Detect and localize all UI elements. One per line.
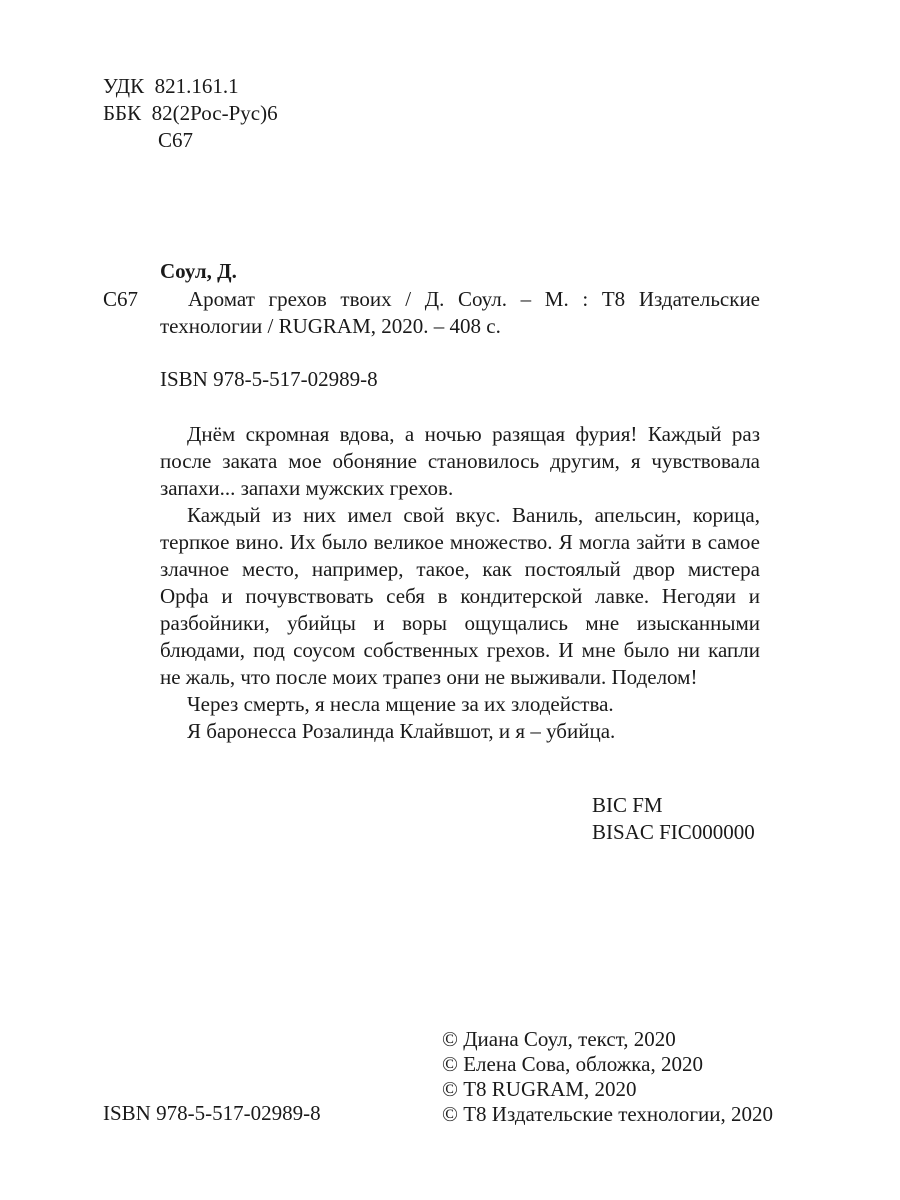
record-title-line-2: технологии / RUGRAM, 2020. – 408 с. xyxy=(160,314,501,338)
copyright-block xyxy=(442,1027,773,1127)
catalog-codes xyxy=(103,73,278,154)
bic-code: BIC FM xyxy=(592,793,663,817)
record-code: С67 xyxy=(103,287,139,311)
author-name: Соул, Д. xyxy=(160,259,237,283)
record-isbn: ISBN 978-5-517-02989-8 xyxy=(160,367,378,391)
record-title-line-1: Аромат грехов твоих / Д. Соул. – М. : Т8 Издательские xyxy=(188,287,760,311)
annotation-paragraph: Днём скромная вдова, а ночью разящая фурия! Каждый раз после заката мое обоняние становилось другим, я чувствовала запахи... запахи мужских грехов. xyxy=(160,422,760,500)
bbk-code: ББК 82(2Рос-Рус)6 xyxy=(103,101,278,125)
footer-isbn: ISBN 978-5-517-02989-8 xyxy=(103,1101,321,1125)
bisac-code: BISAC FIC000000 xyxy=(592,820,755,844)
udk-code: УДК 821.161.1 xyxy=(103,74,239,98)
annotation-paragraph: Я баронесса Розалинда Клайвшот, и я – убийца. xyxy=(187,719,616,743)
copyright-line: © Т8 RUGRAM, 2020 xyxy=(442,1077,637,1101)
copyright-line: © Т8 Издательские технологии, 2020 xyxy=(442,1102,773,1126)
annotation-paragraph: Через смерть, я несла мщение за их злодейства. xyxy=(187,692,614,716)
classification-codes xyxy=(592,792,755,846)
copyright-line: © Елена Сова, обложка, 2020 xyxy=(442,1052,703,1076)
annotation xyxy=(160,421,760,745)
annotation-paragraph: Каждый из них имел свой вкус. Ваниль, апельсин, корица, терпкое вино. Их было великое множество. Я могла зайти в самое злачное место, например, такое, как постоялый двор мистера Орфа и почувствовать себя в кондитерской лавке. Негодяи и разбойники, убийцы и воры ощущались мне изысканными блюдами, под соусом собственных грехов. И мне было ни капли не жаль, что после моих трапез они не выживали. Поделом! xyxy=(160,503,760,689)
copyright-line: © Диана Соул, текст, 2020 xyxy=(442,1027,676,1051)
author-sign-code: С67 xyxy=(158,128,194,152)
